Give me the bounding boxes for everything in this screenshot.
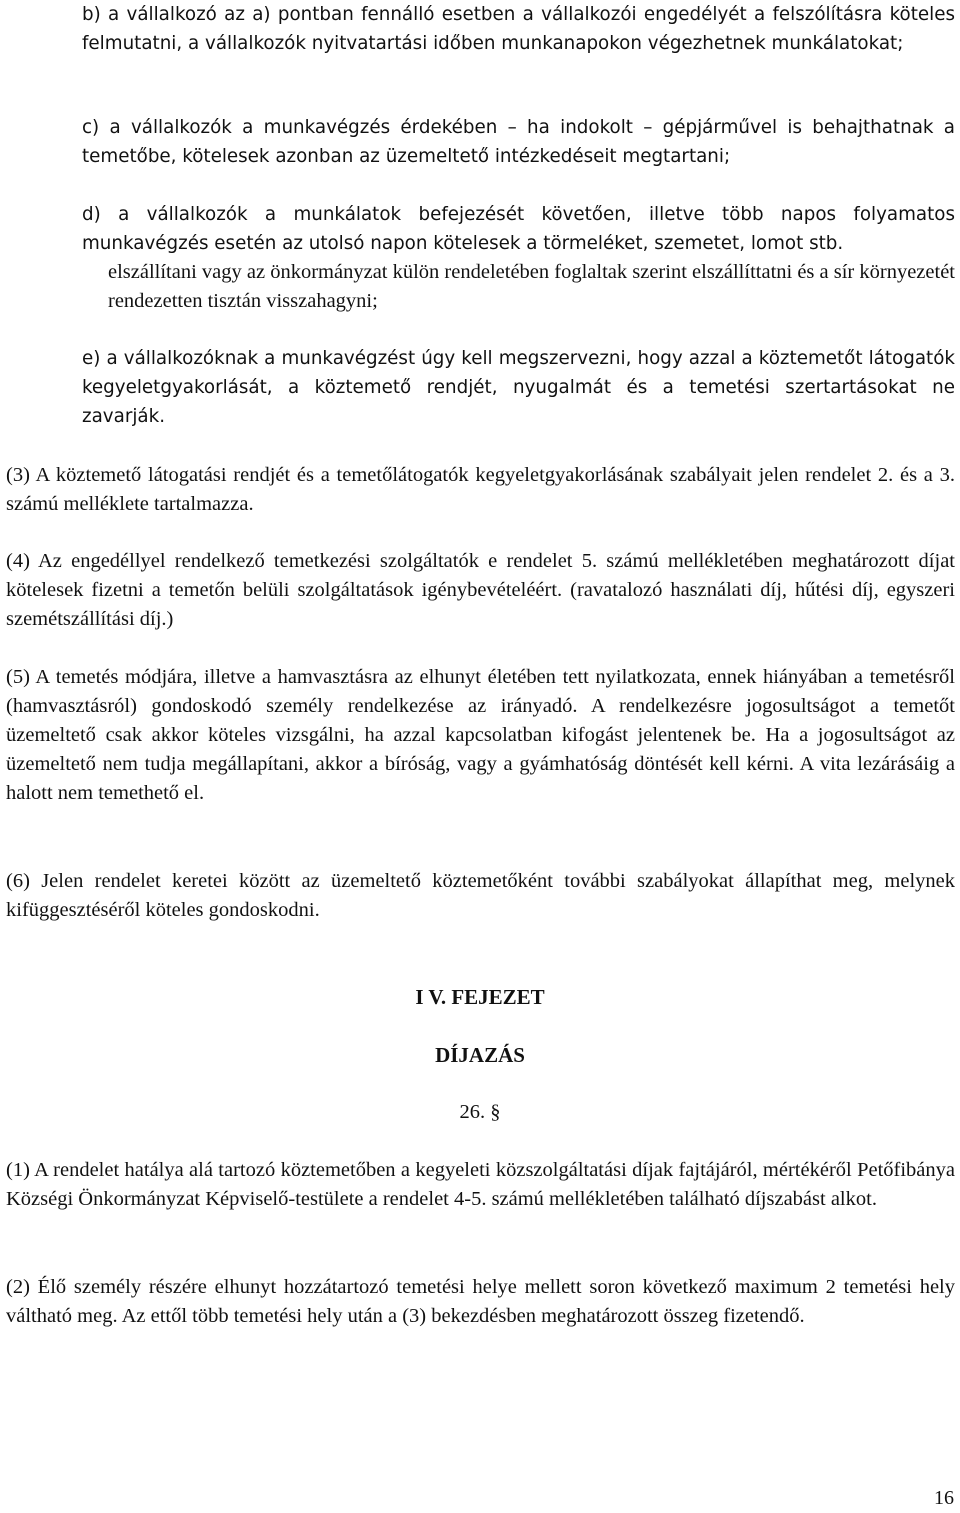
item-b: b) a vállalkozó az a) pontban fennálló esetben a vállalkozói engedélyét a felszólításra köteles felmutatni, a vállalkozók nyitvatartási időben munkanapokon végezhetnek munkálatokat; [82, 4, 955, 54]
chapter-number: I V. FEJEZET [415, 985, 545, 1009]
paragraph-3: (3) A köztemető látogatási rendjét és a temetőlátogatók kegyeletgyakorlásának szabályait jelen rendelet 2. és a 3. számú melléklete tartalmazza. [6, 464, 955, 515]
section-26-paragraph-2: (2) Élő személy részére elhunyt hozzátartozó temetési helye mellett soron következő maximum 2 temetési hely váltható meg. Az ettől több temetési hely után a (3) bekezdésben meghatározott összeg fizetendő. [6, 1276, 955, 1327]
item-e: e) a vállalkozóknak a munkavégzést úgy kell megszervezni, hogy azzal a köztemetőt látogatók kegyeletgyakorlását, a köztemető rendjét, nyugalmát és a temetési szertartásokat ne zavarják. [82, 348, 955, 427]
page-number: 16 [934, 1487, 954, 1509]
item-d-part2: elszállítani vagy az önkormányzat külön rendeletében foglaltak szerint elszállíttatni és a sír környezetét rendezetten tisztán visszahagyni; [108, 261, 955, 312]
paragraph-5: (5) A temetés módjára, illetve a hamvasztásra az elhunyt életében tett nyilatkozata, ennek hiányában a temetésről (hamvasztásról) gondoskodó személy rendelkezése az irányadó. A rendelkezésre jogosultságot a temetőt üzemeltető csak akkor köteles vizsgálni, ha azzal kapcsolatban kifogást jelentenek be. Ha a jogosultságot az üzemeltető nem tudja megállapítani, akkor a bíróság, vagy a gyámhatóság döntését kell kérni. A vita lezárásáig a halott nem temethető el. [6, 666, 955, 804]
chapter-title: DÍJAZÁS [435, 1043, 525, 1067]
section-26-paragraph-1: (1) A rendelet hatálya alá tartozó köztemetőben a kegyeleti közszolgáltatási díjak fajtájáról, mértékéről Petőfibánya Községi Önkormányzat Képviselő-testülete a rendelet 4-5. számú mellékletében található díjszabást alkot. [6, 1159, 955, 1210]
section-number: 26. § [459, 1101, 501, 1123]
item-c: c) a vállalkozók a munkavégzés érdekében – ha indokolt – gépjárművel is behajthatnak a temetőbe, kötelesek azonban az üzemeltető intézkedéseit megtartani; [82, 117, 955, 167]
paragraph-4: (4) Az engedéllyel rendelkező temetkezési szolgáltatók e rendelet 5. számú mellékletében meghatározott díjat kötelesek fizetni a temetőn belüli szolgáltatások igénybevételéért. (ravatalozó használati díj, hűtési díj, egyszeri szemétszállítási díj.) [6, 550, 955, 630]
item-d-part1: d) a vállalkozók a munkálatok befejezését követően, illetve több napos folyamatos munkavégzés esetén az utolsó napon kötelesek a törmeléket, szemetet, lomot stb. [82, 204, 955, 254]
paragraph-6: (6) Jelen rendelet keretei között az üzemeltető köztemetőként további szabályokat állapíthat meg, melynek kifüggesztéséről köteles gondoskodni. [6, 870, 955, 921]
